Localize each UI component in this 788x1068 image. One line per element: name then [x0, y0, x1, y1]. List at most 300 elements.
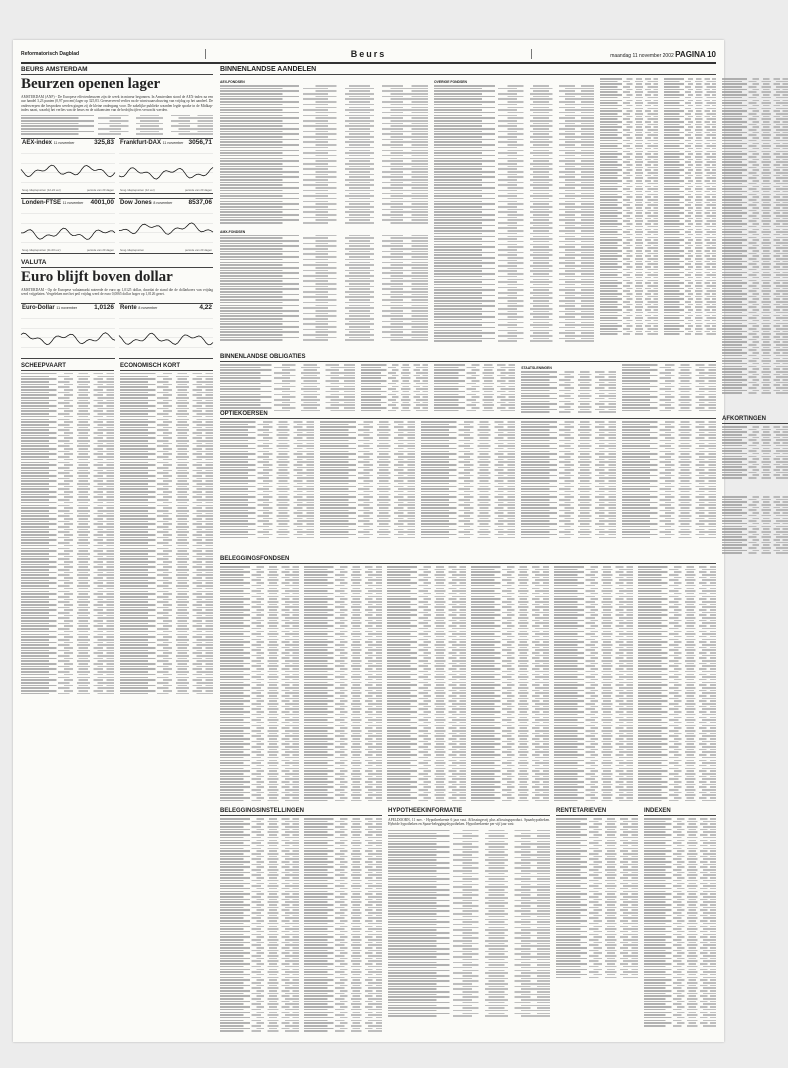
table-row — [21, 593, 114, 595]
table-row — [220, 155, 428, 157]
table-row — [722, 263, 788, 265]
table-row — [304, 579, 383, 581]
table-row — [388, 902, 550, 904]
optiekoersen-label: OPTIEKOERSEN — [220, 411, 716, 419]
table-row — [434, 297, 594, 299]
table-row — [220, 386, 355, 388]
table-row — [304, 1022, 383, 1024]
table-row — [304, 864, 383, 866]
table-row — [388, 964, 550, 966]
table-row — [304, 987, 383, 989]
table-row — [434, 131, 594, 133]
table-row — [21, 591, 114, 593]
table-row — [120, 682, 213, 684]
table-row — [421, 504, 515, 506]
table-row — [471, 590, 550, 592]
table-row — [304, 834, 383, 836]
table-row — [521, 406, 615, 408]
table-row — [664, 325, 716, 327]
table-row — [722, 534, 788, 536]
table-row — [304, 687, 383, 689]
table-row — [471, 625, 550, 627]
table-row — [21, 389, 114, 391]
table-row — [600, 188, 658, 190]
table-row — [220, 901, 299, 903]
table-row — [622, 534, 716, 536]
table-row — [664, 167, 716, 169]
valuta-chart — [119, 303, 213, 359]
table-row — [664, 175, 716, 177]
table-row — [304, 700, 383, 702]
table-row — [722, 333, 788, 335]
table-row — [21, 612, 114, 614]
table-row — [722, 426, 788, 428]
table-row — [21, 475, 114, 477]
table-row — [434, 222, 594, 224]
table-row — [21, 685, 114, 687]
table-row — [644, 845, 716, 847]
table-row — [304, 746, 383, 748]
table-row — [556, 893, 638, 895]
table-row — [120, 671, 213, 673]
fondsen-grid — [220, 566, 716, 801]
table-row — [388, 994, 550, 996]
table-row — [722, 97, 788, 99]
table-row — [622, 451, 716, 453]
table-row — [220, 203, 428, 205]
table-row — [21, 373, 114, 375]
table-row — [220, 115, 428, 117]
table-row — [434, 311, 594, 313]
table-row — [220, 936, 299, 938]
table-row — [644, 993, 716, 995]
table-row — [120, 642, 213, 644]
table-row — [638, 703, 717, 705]
table-row — [120, 668, 213, 670]
table-row — [600, 296, 658, 298]
table-row — [521, 403, 615, 405]
table-row — [320, 488, 414, 490]
table-row — [320, 483, 414, 485]
table-row — [304, 682, 383, 684]
table-row — [21, 537, 114, 539]
table-row — [554, 674, 633, 676]
table-row — [220, 529, 314, 531]
table-row — [120, 456, 213, 458]
table-row — [220, 668, 299, 670]
table-row — [120, 416, 213, 418]
table-row — [320, 523, 414, 525]
table-row — [600, 212, 658, 214]
table-row — [622, 518, 716, 520]
table-row — [664, 245, 716, 247]
table-row — [387, 776, 466, 778]
table-row — [556, 848, 638, 850]
table-row — [638, 647, 717, 649]
table-row — [722, 547, 788, 549]
table-row — [304, 963, 383, 965]
table-row — [304, 738, 383, 740]
table-row — [600, 253, 658, 255]
table-row — [220, 88, 428, 90]
table-row — [644, 1012, 716, 1014]
rentetarieven-label: RENTETARIEVEN — [556, 808, 638, 816]
table-row — [722, 188, 788, 190]
table-row — [21, 631, 114, 633]
table-row — [622, 469, 716, 471]
table-row — [220, 136, 428, 138]
table-row — [304, 942, 383, 944]
table-row — [220, 141, 428, 143]
table-row — [220, 404, 355, 406]
table-row — [21, 470, 114, 472]
table-row — [556, 971, 638, 973]
table-row — [600, 116, 658, 118]
table-row — [434, 112, 594, 114]
table-row — [622, 380, 716, 382]
table-row — [220, 885, 299, 887]
table-row — [21, 424, 114, 426]
table-row — [722, 539, 788, 541]
valuta-headline: Euro blijft boven dollar — [21, 269, 173, 286]
table-row — [521, 393, 615, 395]
obligaties-section — [220, 354, 716, 413]
chart-footer — [22, 248, 114, 252]
table-row — [722, 429, 788, 431]
table-row — [434, 166, 594, 168]
table-row — [388, 988, 550, 990]
table-row — [388, 986, 550, 988]
table-row — [421, 529, 515, 531]
table-row — [722, 448, 788, 450]
table-row — [220, 588, 299, 590]
table-row — [421, 432, 515, 434]
table-row — [722, 86, 788, 88]
table-row — [304, 582, 383, 584]
table-row — [638, 625, 717, 627]
table-row — [304, 993, 383, 995]
table-row — [220, 235, 428, 237]
table-row — [644, 840, 716, 842]
table-row — [722, 143, 788, 145]
table-row — [220, 214, 428, 216]
table-row — [554, 757, 633, 759]
table-row — [722, 121, 788, 123]
table-row — [120, 558, 213, 560]
table-row — [664, 239, 716, 241]
table-row — [320, 504, 414, 506]
table-row — [722, 177, 788, 179]
table-row — [644, 1014, 716, 1016]
table-row — [220, 201, 428, 203]
table-row — [220, 636, 299, 638]
table-row — [638, 590, 717, 592]
table-row — [622, 456, 716, 458]
table-row — [622, 364, 716, 366]
table-row — [387, 706, 466, 708]
table-row — [21, 445, 114, 447]
table-row — [554, 614, 633, 616]
table-row — [120, 531, 213, 533]
table-row — [556, 834, 638, 836]
chart-value: 4001,00 — [90, 199, 114, 207]
table-row — [120, 376, 213, 378]
table-row — [622, 367, 716, 369]
table-row — [304, 571, 383, 573]
table-row — [304, 829, 383, 831]
table-row — [434, 313, 594, 315]
table-row — [120, 634, 213, 636]
table-row — [722, 298, 788, 300]
table-row — [471, 727, 550, 729]
table-row — [220, 714, 299, 716]
table-row — [644, 834, 716, 836]
table-row — [387, 730, 466, 732]
table-row — [554, 738, 633, 740]
table-row — [304, 789, 383, 791]
table-row — [722, 129, 788, 131]
table-row — [638, 698, 717, 700]
chart-value: 325,83 — [94, 139, 114, 147]
table-row — [554, 754, 633, 756]
table-row — [664, 309, 716, 311]
table-row — [304, 1025, 383, 1027]
table-row — [722, 317, 788, 319]
table-row — [722, 204, 788, 206]
table-row — [434, 123, 594, 125]
table-row — [622, 537, 716, 539]
table-row — [638, 585, 717, 587]
table-row — [421, 426, 515, 428]
table-row — [554, 588, 633, 590]
table-row — [521, 461, 615, 463]
table-row — [434, 369, 515, 371]
table-row — [554, 778, 633, 780]
table-row — [664, 177, 716, 179]
table-row — [554, 631, 633, 633]
table-row — [220, 944, 299, 946]
chart-title: Frankfurt-DAX 11 november — [120, 140, 184, 147]
table-row — [600, 317, 658, 319]
table-row — [120, 625, 213, 627]
table-row — [304, 893, 383, 895]
table-row — [434, 236, 594, 238]
chart-value: 3056,71 — [188, 139, 212, 147]
table-row — [521, 409, 615, 411]
table-row — [387, 582, 466, 584]
table-row — [220, 660, 299, 662]
valuta-label: VALUTA — [21, 259, 213, 268]
table-row — [120, 574, 213, 576]
table-row — [220, 424, 314, 426]
table-row — [220, 107, 428, 109]
table-row — [388, 841, 550, 843]
table-row — [664, 223, 716, 225]
table-row — [722, 231, 788, 233]
table-row — [320, 461, 414, 463]
table-row — [304, 907, 383, 909]
table-row — [471, 682, 550, 684]
table-row — [644, 923, 716, 925]
table-row — [220, 883, 299, 885]
table-row — [722, 472, 788, 474]
table-row — [434, 155, 594, 157]
table-row — [220, 917, 299, 919]
table-row — [220, 942, 299, 944]
table-row — [600, 298, 658, 300]
table-row — [471, 674, 550, 676]
table-row — [220, 866, 299, 868]
table-row — [220, 367, 355, 369]
table-row — [600, 126, 658, 128]
table-row — [554, 577, 633, 579]
page-info — [536, 50, 716, 59]
table-row — [220, 296, 428, 298]
table-row — [120, 419, 213, 421]
table-row — [638, 574, 717, 576]
table-row — [120, 413, 213, 415]
table-row — [220, 1009, 299, 1011]
table-row — [664, 255, 716, 257]
table-row — [220, 768, 299, 770]
table-row — [220, 995, 299, 997]
table-row — [21, 459, 114, 461]
table-row — [722, 266, 788, 268]
table-row — [434, 190, 594, 192]
table-row — [220, 440, 314, 442]
table-row — [664, 280, 716, 282]
table-row — [554, 719, 633, 721]
table-row — [622, 531, 716, 533]
table-row — [554, 730, 633, 732]
table-row — [361, 394, 428, 396]
table-row — [388, 927, 550, 929]
table-row — [220, 437, 314, 439]
table-row — [421, 456, 515, 458]
table-row — [600, 250, 658, 252]
table-row — [320, 477, 414, 479]
table-row — [600, 118, 658, 120]
table-row — [320, 453, 414, 455]
table-row — [556, 947, 638, 949]
table-row — [21, 483, 114, 485]
table-row — [220, 928, 299, 930]
table-row — [220, 168, 428, 170]
afkortingen-label: AFKORTINGEN — [722, 416, 788, 424]
table-row — [387, 757, 466, 759]
table-row — [21, 472, 114, 474]
table-row — [600, 277, 658, 279]
table-row — [556, 917, 638, 919]
table-row — [664, 250, 716, 252]
table-row — [600, 280, 658, 282]
table-row — [220, 990, 299, 992]
table-row — [521, 453, 615, 455]
table-row — [664, 220, 716, 222]
table-row — [387, 676, 466, 678]
table-row — [638, 749, 717, 751]
table-row — [388, 999, 550, 1001]
table-row — [600, 320, 658, 322]
table-row — [421, 486, 515, 488]
table-row — [220, 313, 428, 315]
table-row — [421, 421, 515, 423]
table-row — [722, 366, 788, 368]
table-row — [521, 512, 615, 514]
table-row — [220, 674, 299, 676]
index-chart — [119, 198, 213, 254]
overige-rows-2 — [600, 78, 658, 335]
table-row — [638, 593, 717, 595]
chart-title: AEX-index 11 november — [22, 140, 75, 147]
table-row — [387, 609, 466, 611]
table-row — [320, 502, 414, 504]
table-row — [638, 762, 717, 764]
chart-line — [21, 228, 115, 239]
table-row — [304, 622, 383, 624]
table-row — [638, 644, 717, 646]
table-row — [220, 380, 355, 382]
table-row — [21, 572, 114, 574]
table-row — [434, 109, 594, 111]
masthead — [21, 46, 716, 64]
table-row — [434, 372, 515, 374]
table-row — [361, 407, 428, 409]
table-row — [521, 426, 615, 428]
table-row — [304, 823, 383, 825]
table-row — [471, 768, 550, 770]
table-row — [304, 765, 383, 767]
table-row — [388, 838, 550, 840]
table-row — [664, 333, 716, 335]
table-row — [664, 153, 716, 155]
table-row — [554, 735, 633, 737]
table-row — [664, 261, 716, 263]
hypotheek-label: HYPOTHEEKINFORMATIE — [388, 808, 550, 816]
table-row — [556, 840, 638, 842]
table-row — [21, 413, 114, 415]
table-row — [471, 569, 550, 571]
table-row — [664, 89, 716, 91]
table-row — [320, 464, 414, 466]
table-row — [220, 251, 428, 253]
table-row — [644, 966, 716, 968]
table-row — [387, 722, 466, 724]
table-row — [622, 396, 716, 398]
table-row — [722, 191, 788, 193]
table-row — [120, 647, 213, 649]
table-row — [387, 665, 466, 667]
table-row — [220, 647, 299, 649]
table-row — [664, 102, 716, 104]
table-row — [722, 434, 788, 436]
table-row — [220, 396, 355, 398]
table-row — [304, 797, 383, 799]
table-row — [220, 267, 428, 269]
table-row — [304, 880, 383, 882]
table-row — [644, 915, 716, 917]
table-row — [120, 421, 213, 423]
table-row — [722, 339, 788, 341]
table-row — [220, 480, 314, 482]
table-row — [521, 384, 615, 386]
table-row — [220, 848, 299, 850]
table-row — [120, 373, 213, 375]
table-row — [722, 507, 788, 509]
table-row — [220, 966, 299, 968]
table-row — [622, 477, 716, 479]
table-row — [471, 566, 550, 568]
